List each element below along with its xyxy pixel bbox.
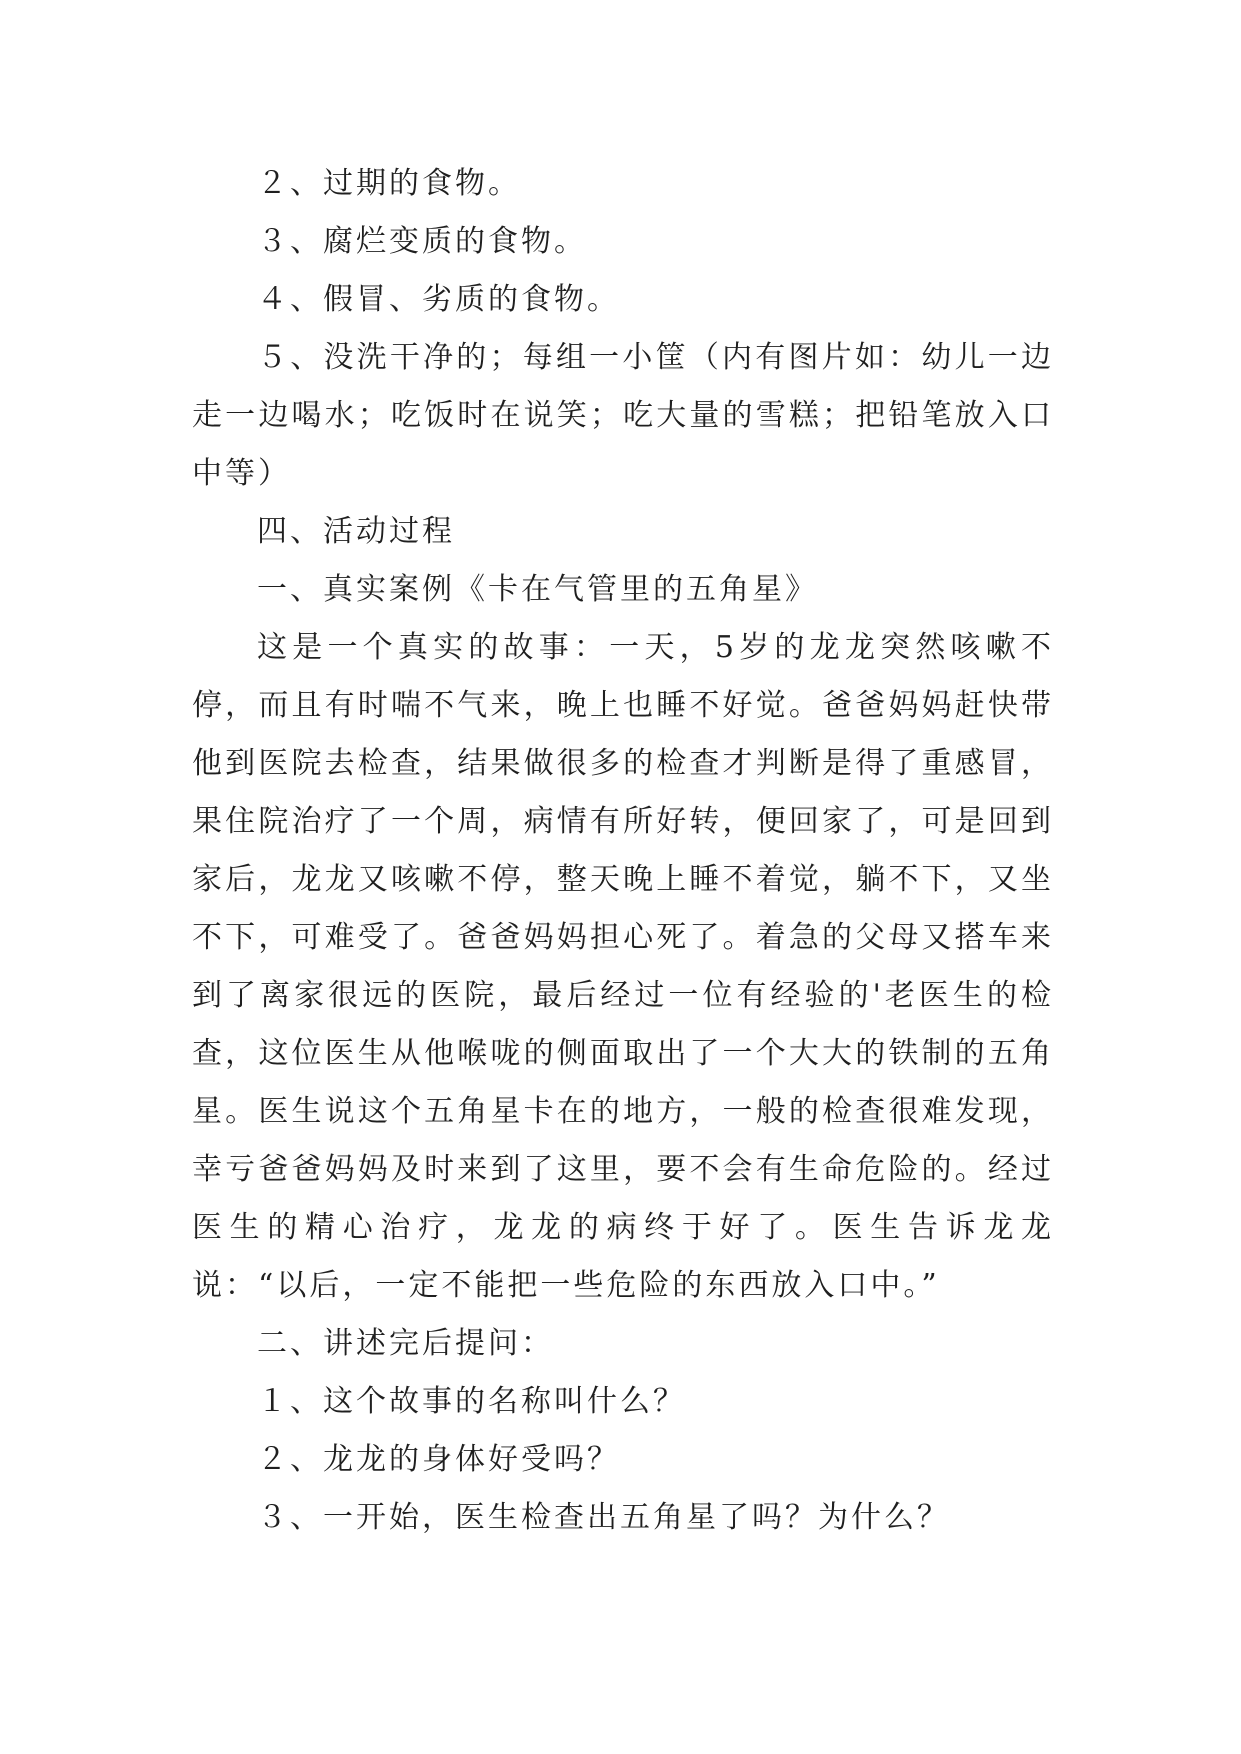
section-heading-activity-process: 四、活动过程 <box>257 514 455 549</box>
document-body <box>192 155 1054 1547</box>
question-item-3: ３、一开始，医生检查出五角星了吗？为什么？ <box>257 1500 950 1535</box>
question-item-2: ２、龙龙的身体好受吗？ <box>257 1442 620 1477</box>
story-paragraph: 这是一个真实的故事：一天，5岁的龙龙突然咳嗽不停，而且有时喘不气来，晚上也睡不好觉。爸爸妈妈赶快带他到医院去检查，结果做很多的检查才判断是得了重感冒，果住院治疗了一个周，病情有所好转，便回家了，可是回到家后，龙龙又咳嗽不停，整天晚上睡不着觉，躺不下，又坐不下，可难受了。爸爸妈妈担心死了。着急的父母又搭车来到了离家很远的医院，最后经过一位有经验的'老医生的检查，这位医生从他喉咙的侧面取出了一个大大的铁制的五角星。医生说这个五角星卡在的地方，一般的检查很难发现，幸亏爸爸妈妈及时来到了这里，要不会有生命危险的。经过医生的精心治疗，龙龙的病终于好了。医生告诉龙龙说：“以后，一定不能把一些危险的东西放入口中。” <box>192 630 1054 1303</box>
section-heading-questions: 二、讲述完后提问： <box>257 1326 554 1361</box>
question-item-1: １、这个故事的名称叫什么？ <box>257 1384 686 1419</box>
list-item-fake-food: ４、假冒、劣质的食物。 <box>257 282 620 317</box>
list-item-spoiled-food: ３、腐烂变质的食物。 <box>257 224 587 259</box>
section-heading-real-case: 一、真实案例《卡在气管里的五角星》 <box>257 572 818 607</box>
list-item-unwashed-materials: ５、没洗干净的；每组一小筐（内有图片如：幼儿一边走一边喝水；吃饭时在说笑；吃大量的雪糕；把铅笔放入口中等） <box>192 340 1054 491</box>
list-item-expired-food: ２、过期的食物。 <box>257 166 521 201</box>
